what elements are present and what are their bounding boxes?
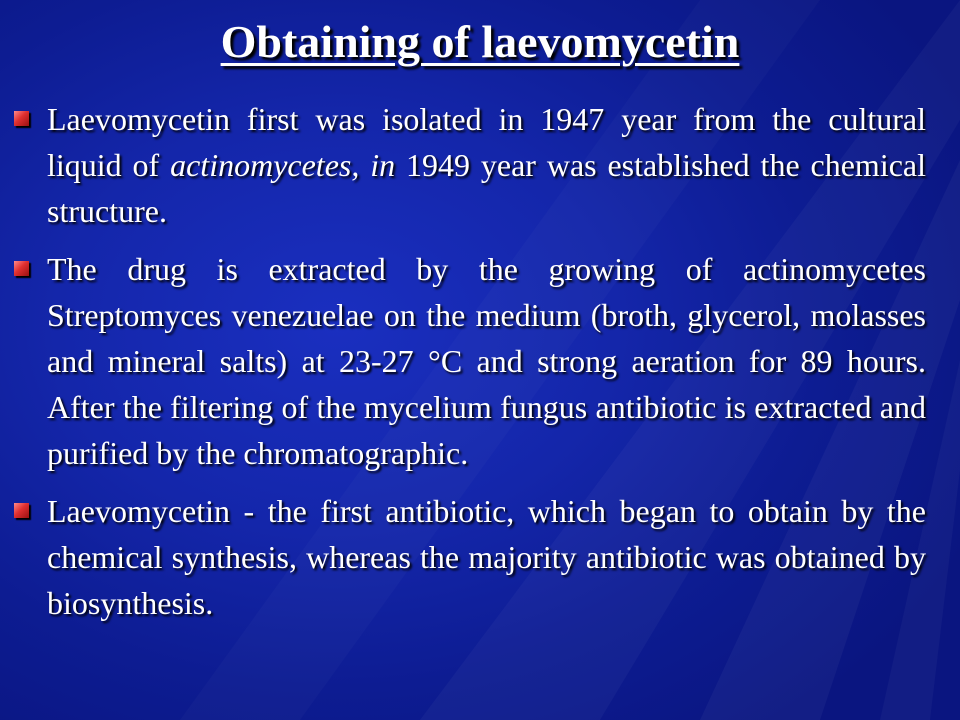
bullet-list <box>14 96 926 638</box>
bullet-square-icon <box>14 261 29 276</box>
slide-title: Obtaining of laevomycetin <box>220 16 740 67</box>
bullet-square-icon <box>14 111 29 126</box>
bullet-text-italic: actinomycetes, in <box>170 147 396 183</box>
bullet-item <box>14 96 926 234</box>
bullet-item <box>14 246 926 476</box>
bullet-text: Laevomycetin first was isolated in 1947 year from the cultural liquid of <box>47 101 926 183</box>
bullet-text: The drug is extracted by the growing of actinomycetes Streptomyces venezuelae on the medium (broth, glycerol, molasses and mineral salts) at 23-27 °C and strong aeration for 89 hours. After the filtering of the mycelium fungus antibiotic is extracted and purified by the chromatographic. <box>47 251 926 471</box>
bullet-item <box>14 488 926 626</box>
bullet-square-icon <box>14 503 29 518</box>
bullet-text: Laevomycetin - the first antibiotic, which began to obtain by the chemical synthesis, whereas the majority antibiotic was obtained by biosynthesis. <box>47 493 926 621</box>
bullet-text: 1949 year was established the chemical structure. <box>47 147 927 229</box>
